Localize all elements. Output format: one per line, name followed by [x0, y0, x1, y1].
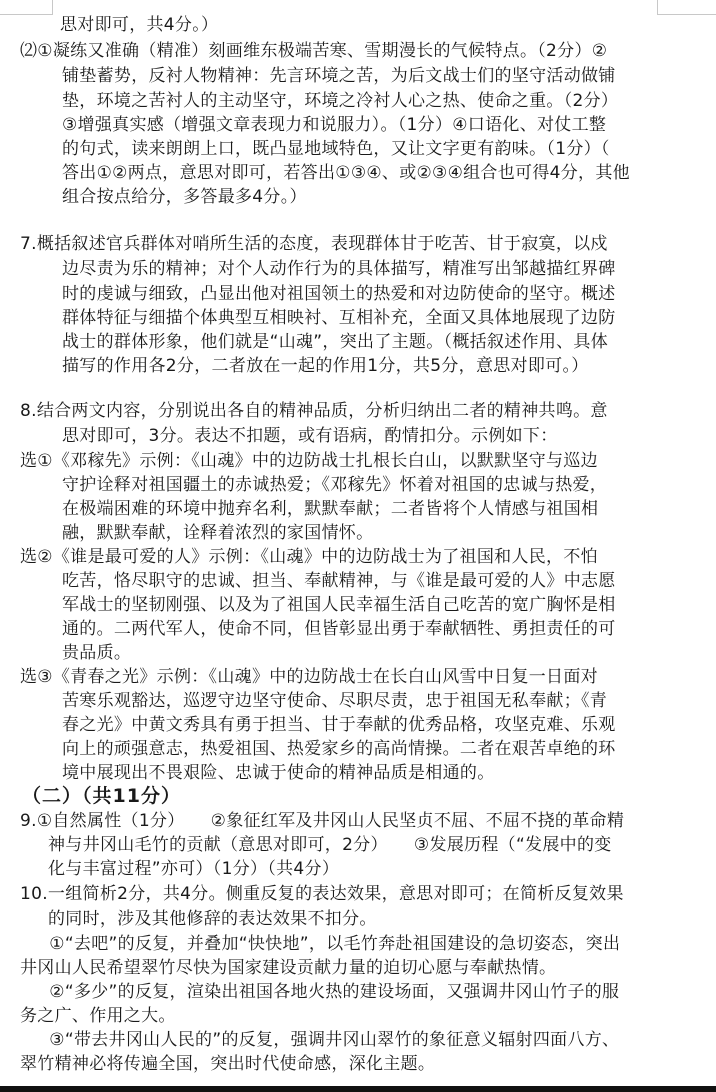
text-line: 选③《青春之光》示例：《山魂》中的边防战士在长白山风雪中日复一日面对: [20, 667, 598, 687]
text-line: 境中展现出不畏艰险、忠诚于使命的精神品质是相通的。: [62, 763, 495, 783]
text-line: 神与井冈山毛竹的贡献（意思对即可，2分） ③发展历程（“发展中的变: [48, 835, 612, 855]
text-line: 思对即可，共4分。）: [60, 15, 219, 35]
text-line: ①“去吧”的反复，并叠加“快快地”，以毛竹奔赴祖国建设的急切姿态，突出: [32, 934, 621, 954]
text-line: 边尽责为乐的精神；对个人动作行为的具体描写，精准写出邹越描红界碑: [62, 259, 616, 279]
text-line: ⑵①凝练又准确（精准）刻画维东极端苦寒、雪期漫长的气候特点。（2分）②: [20, 41, 608, 61]
text-line: ③增强真实感（增强文章表现力和说服力）。（1分）④口语化、对仗工整: [62, 115, 607, 135]
text-line: 井冈山人民希望翠竹尽快为国家建设贡献力量的迫切心愿与奉献热情。: [20, 958, 557, 978]
bottom-border: [0, 1086, 716, 1092]
text-line: 群体特征与细描个体典型互相映衬、互相补充，全面又具体地展现了边防: [62, 308, 616, 328]
text-line: 答出①②两点，意思对即可，若答出①③④、或②③④组合也可得4分，其他: [62, 163, 630, 183]
text-line: 通的。二两代军人，使命不同，但皆彰显出勇于奉献牺牲、勇担责任的可: [62, 619, 616, 639]
text-line: 春之光》中黄文秀具有勇于担当、甘于奉献的优秀品格，攻坚克难、乐观: [62, 715, 616, 735]
text-line: 在极端困难的环境中抛弃名利，默默奉献；二者皆将个人情感与祖国相: [62, 499, 599, 519]
text-line: 垫，环境之苦衬人的主动坚守，环境之冷衬人心之热、使命之重。（2分）: [62, 91, 619, 111]
text-line: 8.结合两文内容，分别说出各自的精神品质，分析归纳出二者的精神共鸣。意: [20, 401, 608, 421]
text-line: 时的虔诚与细致，凸显出他对祖国领土的热爱和对边防使命的坚守。概述: [62, 284, 616, 304]
text-line: 的同时，涉及其他修辞的表达效果不扣分。: [48, 909, 377, 929]
text-line: 军战士的坚韧刚强、以及为了祖国人民幸福生活自己吃苦的宽广胸怀是相: [62, 595, 616, 615]
text-line: 战士的群体形象，他们就是“山魂”，突出了主题。（概括叙述作用、具体: [62, 332, 609, 352]
text-line: 10.一组简析2分，共4分。侧重反复的表达效果，意思对即可；在简析反复效果: [20, 884, 624, 904]
text-line: 思对即可，3分。表达不扣题，或有语病，酌情扣分。示例如下：: [62, 426, 558, 446]
text-line: 描写的作用各2分，二者放在一起的作用1分，共5分，意思对即可。）: [62, 356, 589, 376]
text-line: 9.①自然属性（1分） ②象征红军及井冈山人民坚贞不屈、不屈不挠的革命精: [20, 811, 625, 831]
text-line: 铺垫蓄势，反衬人物精神：先言环境之苦，为后文战士们的坚守活动做铺: [62, 66, 616, 86]
text-line: 7.概括叙述官兵群体对哨所生活的态度，表现群体甘于吃苦、甘于寂寞，以戍: [20, 234, 608, 254]
text-line: 选②《谁是最可爱的人》示例：《山魂》中的边防战士为了祖国和人民，不怕: [20, 547, 598, 567]
text-line: 务之广、作用之大。: [20, 1006, 176, 1026]
text-line: 的句式，读来朗朗上口，既凸显地域特色，又让文字更有韵味。（1分）（: [62, 139, 610, 159]
text-line: 守护诠释对祖国疆土的赤诚热爱；《邓稼先》怀着对祖国的忠诚与热爱，: [62, 475, 608, 495]
page-corner-mark-right: [657, 0, 716, 15]
text-line: 化与丰富过程”亦可）（1分）（共4分）: [48, 859, 340, 879]
text-line: 向上的顽强意志，热爱祖国、热爱家乡的高尚情操。二者在艰苦卓绝的环: [62, 739, 616, 759]
text-line: 融，默默奉献，诠释着浓烈的家国情怀。: [62, 523, 374, 543]
text-line: 组合按点给分，多答最多4分。）: [62, 187, 307, 207]
text-line: ②“多少”的反复，渲染出祖国各地火热的建设场面，又强调井冈山竹子的服: [32, 982, 620, 1002]
text-line: 选①《邓稼先》示例：《山魂》中的边防战士扎根长白山，以默默坚守与巡边: [20, 451, 598, 471]
text-line: 吃苦，恪尽职守的忠诚、担当、奉献精神，与《谁是最可爱的人》中志愿: [62, 571, 616, 591]
text-line: 贵品质。: [62, 643, 132, 663]
section-heading: （二）（共11分）: [22, 785, 181, 807]
text-line: 翠竹精神必将传遍全国，突出时代使命感，深化主题。: [20, 1054, 436, 1074]
text-line: 苦寒乐观豁达，巡逻守边坚守使命、尽职尽责，忠于祖国无私奉献；《青: [62, 691, 608, 711]
page-corner-mark-left: [0, 0, 53, 15]
text-line: ③“带去井冈山人民的”的反复，强调井冈山翠竹的象征意义辐射四面八方、: [32, 1030, 620, 1050]
